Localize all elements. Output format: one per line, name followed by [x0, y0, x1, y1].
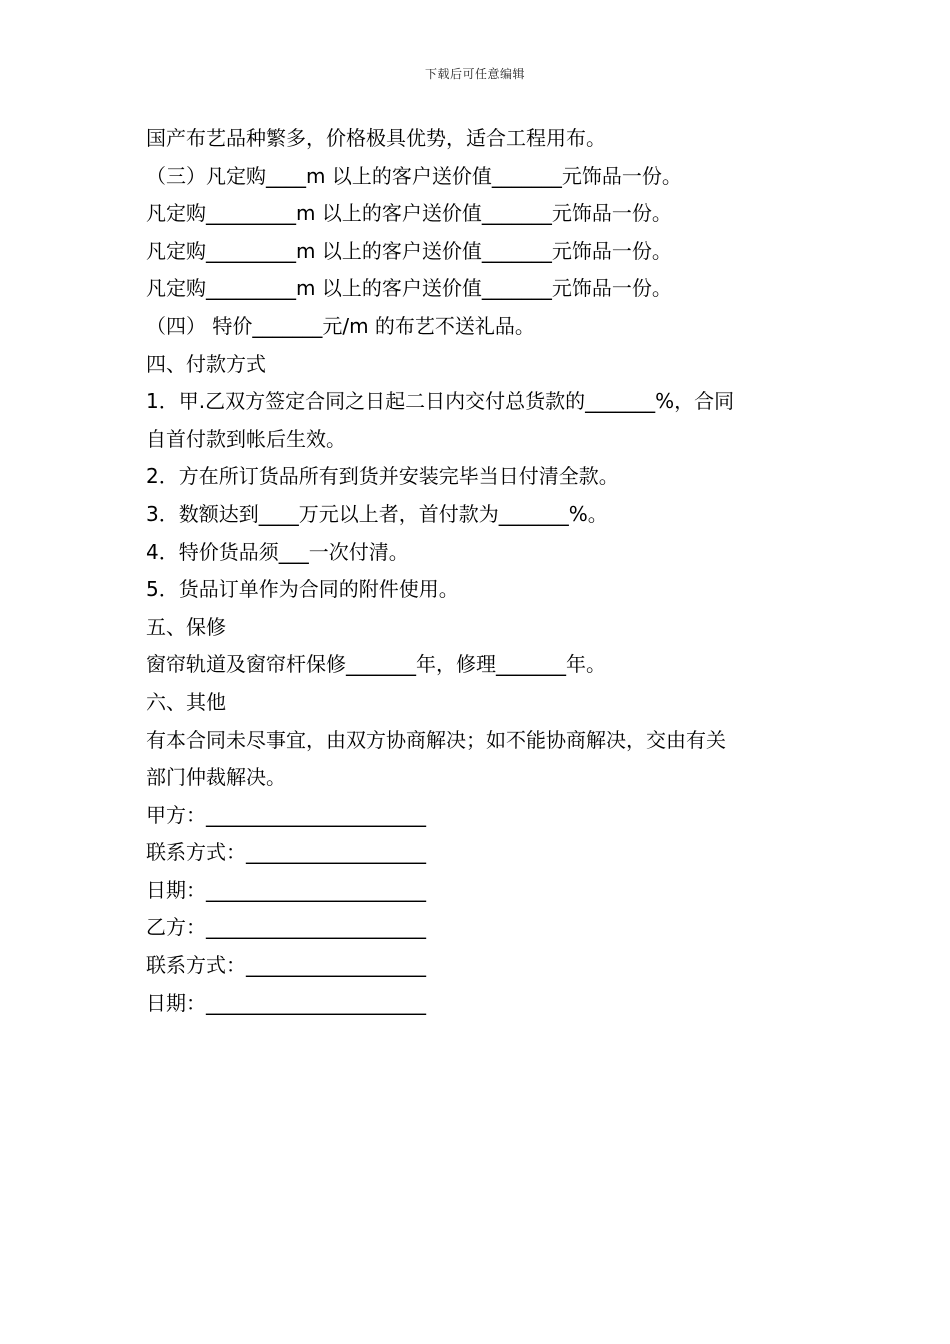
gift-tier-line: 凡定购_________m 以上的客户送价值_______元饰品一份。 [146, 238, 672, 263]
special-price-clause: （四） 特价_______元/m 的布艺不送礼品。 [146, 313, 535, 338]
party-b-signature: 乙方：______________________ [146, 915, 426, 940]
page-header: 下载后可任意编辑 [424, 67, 525, 81]
other-clause-cont: 部门仲裁解决。 [146, 765, 286, 790]
party-a-signature: 甲方：______________________ [146, 802, 426, 827]
payment-item-2: 2．方在所订货品所有到货并安装完毕当日付清全款。 [146, 464, 619, 489]
payment-item-5: 5．货品订单作为合同的附件使用。 [146, 577, 459, 602]
document-body [146, 120, 816, 1022]
payment-item-1-cont: 自首付款到帐后生效。 [146, 426, 346, 451]
party-b-contact: 联系方式：__________________ [146, 953, 426, 978]
gift-clause-3: （三）凡定购____m 以上的客户送价值_______元饰品一份。 [146, 163, 682, 188]
gift-tier-line: 凡定购_________m 以上的客户送价值_______元饰品一份。 [146, 201, 672, 226]
payment-item-3: 3．数额达到____万元以上者，首付款为_______%。 [146, 501, 608, 526]
payment-item-1: 1．甲.乙双方签定合同之日起二日内交付总货款的_______%，合同 [146, 389, 735, 414]
party-a-contact: 联系方式：__________________ [146, 840, 426, 865]
section-heading-other: 六、其他 [146, 689, 226, 714]
warranty-clause: 窗帘轨道及窗帘杆保修_______年，修理_______年。 [146, 652, 606, 677]
party-a-date: 日期：______________________ [146, 877, 426, 902]
payment-item-4: 4．特价货品须___一次付清。 [146, 539, 409, 564]
other-clause: 有本合同未尽事宜，由双方协商解决；如不能协商解决，交由有关 [146, 727, 726, 752]
party-b-date: 日期：______________________ [146, 990, 426, 1015]
paragraph-fabric-intro: 国产布艺品种繁多，价格极具优势，适合工程用布。 [146, 126, 606, 150]
gift-tier-line: 凡定购_________m 以上的客户送价值_______元饰品一份。 [146, 276, 672, 301]
section-heading-warranty: 五、保修 [146, 614, 226, 639]
section-heading-payment: 四、付款方式 [146, 351, 266, 376]
